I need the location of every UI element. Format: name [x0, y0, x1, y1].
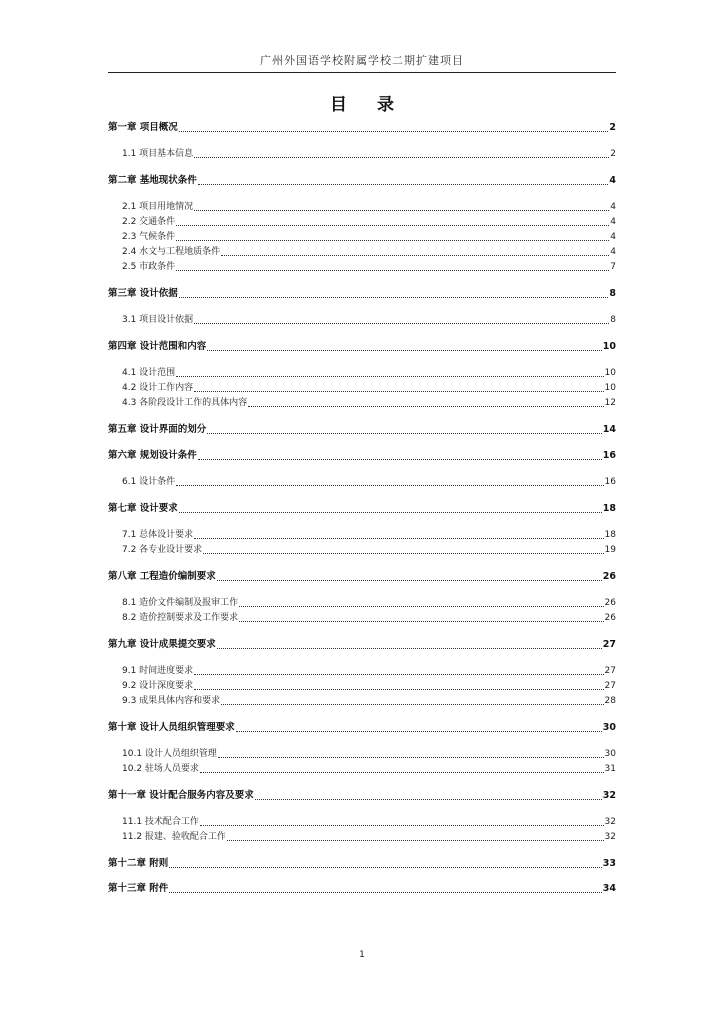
toc-dot-leader	[194, 391, 603, 392]
toc-dot-leader	[239, 621, 603, 622]
toc-page-number: 12	[604, 398, 616, 408]
toc-page-number: 28	[604, 695, 616, 706]
toc-page-number: 4	[610, 247, 616, 257]
toc-dot-leader	[221, 704, 603, 705]
toc-entry-label: 第三章 设计依据	[108, 288, 178, 299]
page-header: 广州外国语学校附属学校二期扩建项目	[260, 54, 464, 67]
toc-chapter-row[interactable]	[108, 502, 616, 516]
toc-dot-leader	[194, 674, 603, 675]
toc-chapter-row[interactable]	[108, 789, 616, 803]
toc-entry-label: 2.5 市政条件	[122, 262, 176, 272]
toc-page-number: 34	[602, 883, 616, 894]
toc-dot-leader	[179, 512, 602, 513]
toc-section-row[interactable]	[108, 694, 616, 708]
toc-page-number: 32	[602, 789, 616, 801]
toc-dot-leader	[194, 323, 609, 324]
toc-dot-leader	[217, 648, 602, 649]
header-rule	[108, 72, 616, 73]
toc-chapter-row[interactable]	[108, 570, 616, 584]
toc-chapter-row[interactable]	[108, 121, 616, 135]
toc-entry-label: 第五章 设计界面的划分	[108, 424, 207, 435]
toc-dot-leader	[194, 210, 609, 211]
toc-page-number: 8	[610, 315, 616, 325]
toc-section-row[interactable]	[108, 762, 616, 776]
toc-page-number: 18	[604, 529, 616, 540]
toc-section-row[interactable]	[108, 528, 616, 542]
toc-section-row[interactable]	[108, 381, 616, 395]
toc-dot-leader	[207, 350, 601, 351]
toc-dot-leader	[179, 297, 609, 298]
toc-section-row[interactable]	[108, 200, 616, 214]
toc-section-row[interactable]	[108, 543, 616, 557]
toc-page-number: 27	[604, 665, 616, 676]
toc-entry-label: 第九章 设计成果提交要求	[108, 638, 216, 650]
toc-page-number: 16	[604, 476, 616, 487]
toc-chapter-row[interactable]	[108, 721, 616, 735]
toc-dot-leader	[194, 157, 609, 158]
toc-entry-label: 2.2 交通条件	[122, 217, 176, 227]
toc-entry-label: 第八章 工程造价编制要求	[108, 570, 216, 582]
toc-page-number: 32	[604, 816, 616, 827]
toc-chapter-row[interactable]	[108, 287, 616, 301]
toc-section-row[interactable]	[108, 679, 616, 693]
toc-entry-label: 1.1 项目基本信息	[122, 149, 194, 159]
toc-dot-leader	[236, 731, 602, 732]
toc-dot-leader	[217, 580, 602, 581]
toc-entry-label: 10.2 驻场人员要求	[122, 763, 199, 774]
toc-section-row[interactable]	[108, 815, 616, 829]
toc-section-row[interactable]	[108, 260, 616, 274]
toc-dot-leader	[203, 553, 603, 554]
toc-entry-label: 第十三章 附件	[108, 883, 169, 894]
toc-section-row[interactable]	[108, 596, 616, 610]
toc-entry-label: 11.2 报建、验收配合工作	[122, 831, 226, 842]
toc-entry-label: 2.3 气候条件	[122, 232, 176, 242]
toc-section-row[interactable]	[108, 215, 616, 229]
toc-chapter-row[interactable]	[108, 340, 616, 354]
toc-entry-label: 8.2 造价控制要求及工作要求	[122, 612, 239, 623]
page-number: 1	[359, 950, 365, 960]
toc-dot-leader	[176, 376, 603, 377]
toc-section-row[interactable]	[108, 245, 616, 259]
toc-entry-label: 10.1 设计人员组织管理	[122, 748, 217, 759]
toc-entry-label: 9.1 时间进度要求	[122, 665, 194, 676]
toc-page-number: 18	[602, 502, 616, 514]
toc-entry-label: 第十一章 设计配合服务内容及要求	[108, 789, 254, 801]
toc-page-number: 8	[609, 288, 616, 299]
toc-entry-label: 2.4 水文与工程地质条件	[122, 247, 221, 257]
toc-entry-label: 第十章 设计人员组织管理要求	[108, 721, 235, 733]
toc-entry-label: 第十二章 附则	[108, 857, 169, 869]
toc-dot-leader	[176, 225, 609, 226]
toc-page-number: 31	[604, 763, 616, 774]
toc-page-number: 2	[610, 149, 616, 159]
toc-dot-leader	[198, 184, 609, 185]
toc-page-number: 4	[610, 217, 616, 227]
toc-page-number: 26	[604, 597, 616, 608]
toc-entry-label: 6.1 设计条件	[122, 476, 176, 487]
toc-dot-leader	[200, 772, 604, 773]
toc-dot-leader	[176, 485, 603, 486]
toc-entry-label: 第四章 设计范围和内容	[108, 341, 207, 352]
toc-dot-leader	[218, 757, 604, 758]
toc-dot-leader	[179, 131, 609, 132]
toc-page-number: 10	[604, 383, 616, 393]
toc-entry-label: 9.2 设计深度要求	[122, 680, 194, 691]
toc-dot-leader	[176, 240, 609, 241]
toc-page-number: 30	[604, 748, 616, 759]
toc-page-number: 16	[602, 449, 616, 461]
toc-entry-label: 第二章 基地现状条件	[108, 175, 197, 186]
toc-dot-leader	[227, 840, 604, 841]
toc-chapter-row[interactable]	[108, 857, 616, 871]
toc-entry-label: 9.3 成果具体内容和要求	[122, 695, 221, 706]
toc-page-number: 26	[604, 612, 616, 623]
toc-entry-label: 4.2 设计工作内容	[122, 383, 194, 393]
toc-dot-leader	[221, 255, 609, 256]
toc-dot-leader	[198, 459, 602, 460]
toc-page-number: 4	[610, 202, 616, 212]
toc-section-row[interactable]	[108, 230, 616, 244]
toc-entry-label: 8.1 造价文件编制及报审工作	[122, 597, 239, 608]
toc-page-number: 10	[604, 368, 616, 378]
toc-page-number: 4	[610, 232, 616, 242]
toc-section-row[interactable]	[108, 830, 616, 844]
toc-dot-leader	[169, 867, 601, 868]
toc-chapter-row[interactable]	[108, 174, 616, 188]
toc-page-number: 27	[602, 638, 616, 650]
toc-chapter-row[interactable]	[108, 638, 616, 652]
toc-page-number: 30	[602, 721, 616, 733]
toc-dot-leader	[176, 270, 609, 271]
toc-dot-leader	[194, 689, 603, 690]
toc-entry-label: 3.1 项目设计依据	[122, 315, 194, 325]
toc-entry-label: 11.1 技术配合工作	[122, 816, 199, 827]
toc-page-number: 19	[604, 544, 616, 555]
toc-section-row[interactable]	[108, 147, 616, 161]
toc-page-number: 14	[602, 424, 616, 435]
toc-page-number: 26	[602, 570, 616, 582]
toc-page-number: 32	[604, 831, 616, 842]
toc-dot-leader	[248, 406, 603, 407]
toc-section-row[interactable]	[108, 366, 616, 380]
toc-entry-label: 7.2 各专业设计要求	[122, 544, 203, 555]
toc-entry-label: 第一章 项目概况	[108, 122, 178, 133]
toc-section-row[interactable]	[108, 664, 616, 678]
toc-title: 目 录	[330, 95, 406, 115]
toc-dot-leader	[255, 799, 602, 800]
toc-section-row[interactable]	[108, 396, 616, 410]
toc-chapter-row[interactable]	[108, 449, 616, 463]
toc-section-row[interactable]	[108, 313, 616, 327]
toc-section-row[interactable]	[108, 611, 616, 625]
toc-page-number: 7	[610, 262, 616, 272]
toc-dot-leader	[194, 538, 603, 539]
toc-chapter-row[interactable]	[108, 882, 616, 896]
toc-dot-leader	[200, 825, 604, 826]
toc-page-number: 2	[609, 122, 616, 133]
toc-dot-leader	[169, 892, 601, 893]
toc-entry-label: 第六章 规划设计条件	[108, 449, 197, 461]
toc-chapter-row[interactable]	[108, 423, 616, 437]
toc-page-number: 33	[602, 857, 616, 869]
toc-entry-label: 2.1 项目用地情况	[122, 202, 194, 212]
toc-page-number: 10	[602, 341, 616, 352]
toc-section-row[interactable]	[108, 475, 616, 489]
toc-dot-leader	[207, 433, 601, 434]
toc-entry-label: 第七章 设计要求	[108, 502, 178, 514]
toc-section-row[interactable]	[108, 747, 616, 761]
toc-dot-leader	[239, 606, 603, 607]
toc-entry-label: 4.3 各阶段设计工作的具体内容	[122, 398, 248, 408]
toc-entry-label: 4.1 设计范围	[122, 368, 176, 378]
toc-page-number: 27	[604, 680, 616, 691]
toc-page-number: 4	[609, 175, 616, 186]
toc-entry-label: 7.1 总体设计要求	[122, 529, 194, 540]
